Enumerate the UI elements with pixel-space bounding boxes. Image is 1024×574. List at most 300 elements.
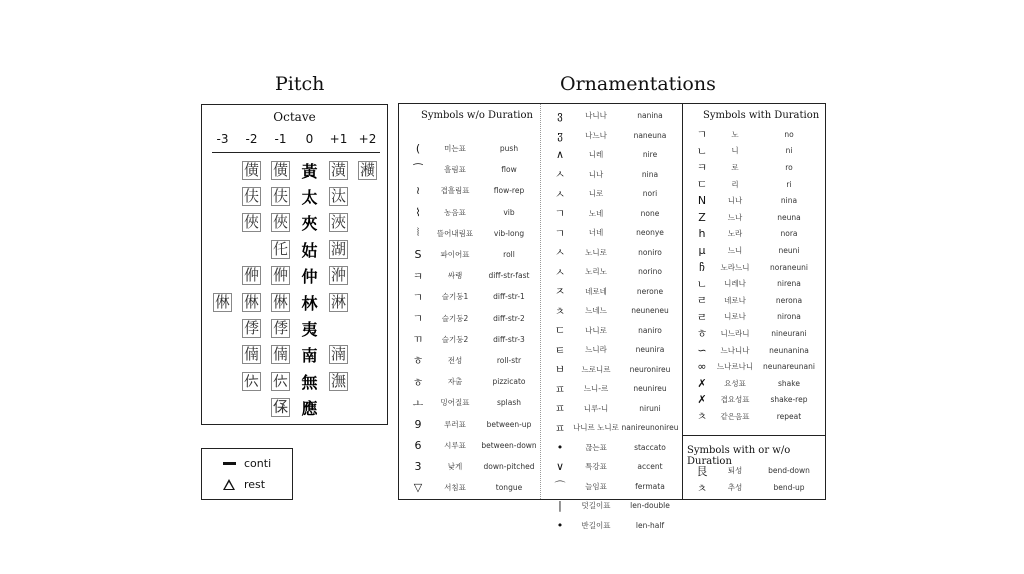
symbol-glyph: ㄲ: [412, 333, 424, 347]
octave-divider: [212, 152, 380, 153]
pitch-cell: [295, 396, 324, 420]
pitch-cell: [353, 317, 382, 341]
pitch-cell: [237, 290, 266, 314]
pitch-cell: [237, 396, 266, 420]
pitch-cell: [295, 369, 324, 393]
symbol-korean-name: 니루-니: [583, 403, 609, 413]
symbol-row: [691, 325, 821, 342]
pitch-cell: [295, 290, 324, 314]
symbol-row: [549, 204, 679, 224]
octave-label: 0: [305, 132, 314, 146]
symbol-glyph: ㄱ: [412, 290, 424, 304]
pitch-character: 潢: [330, 160, 346, 179]
pitch-row: [208, 183, 382, 209]
symbol-row: [549, 399, 679, 419]
pitch-row: [208, 368, 382, 394]
symbol-roman-name: shake: [778, 378, 800, 388]
pitch-cell: [237, 264, 266, 288]
symbol-glyph: ㅂ: [554, 363, 566, 377]
symbol-roman-name: neunireu: [633, 384, 667, 394]
symbol-korean-name: 노네: [588, 208, 604, 218]
symbol-row: [407, 180, 537, 201]
symbol-glyph: ✗: [697, 376, 707, 390]
symbol-korean-name: 노라느니: [720, 262, 750, 272]
symbol-glyph: ∞: [697, 360, 707, 374]
dash-icon: [223, 462, 236, 465]
symbol-korean-name: 미는표: [444, 144, 466, 154]
symbol-roman-name: staccato: [634, 442, 666, 452]
symbol-glyph: ㄱ: [412, 312, 424, 326]
symbol-korean-name: 뜰어내림표: [436, 228, 474, 238]
pitch-cell: [353, 185, 382, 209]
symbol-korean-name: 추성: [727, 483, 743, 492]
symbol-korean-name: 자출: [447, 377, 463, 387]
symbol-korean-name: 느나니나: [720, 345, 750, 355]
symbol-row: [549, 360, 679, 380]
symbol-roman-name: ri: [786, 179, 792, 189]
symbol-row: [407, 138, 537, 159]
symbol-korean-name: 반길이표: [581, 520, 611, 530]
symbol-roman-name: down-pitched: [483, 461, 535, 471]
pitch-character: 㳞: [330, 266, 346, 285]
pitch-cell: [324, 211, 353, 235]
symbol-korean-name: 노라: [727, 229, 743, 239]
symbol-roman-name: nerone: [636, 286, 664, 296]
symbol-roman-name: bend-down: [768, 466, 810, 475]
pitch-character: 姑: [301, 240, 318, 260]
symbol-glyph: ㅈ: [554, 285, 566, 299]
ornamentations-table: [398, 103, 826, 532]
pitch-character: 㑧: [243, 319, 259, 338]
symbol-korean-name: 슬기둥2: [441, 313, 469, 323]
symbol-roman-name: diff-str-1: [493, 292, 525, 302]
symbol-roman-name: nori: [642, 189, 658, 199]
symbol-row: [549, 457, 679, 477]
symbol-roman-name: repeat: [776, 411, 802, 421]
symbols-with-duration-list: [691, 126, 821, 425]
symbol-glyph: ㄱ: [554, 207, 566, 221]
symbol-korean-name: 퇴성: [727, 466, 743, 475]
symbol-roman-name: len-double: [630, 501, 670, 511]
symbol-glyph: ㄷ: [696, 178, 708, 192]
symbol-row: [549, 106, 679, 126]
pitch-character: 㑖: [272, 266, 288, 285]
symbol-glyph: ㅋ: [696, 161, 708, 175]
symbol-row: [407, 308, 537, 329]
pitch-cell: [353, 158, 382, 182]
symbol-korean-name: 겹흘림표: [440, 186, 470, 196]
symbol-row: [549, 126, 679, 146]
symbol-row: [691, 242, 821, 259]
symbol-korean-name: 늘임표: [585, 481, 607, 491]
pitch-character: 潕: [330, 371, 346, 390]
symbol-korean-name: 니로: [588, 189, 604, 199]
pitch-row: [208, 210, 382, 236]
symbol-row: [691, 209, 821, 226]
symbol-roman-name: pizzicato: [492, 377, 526, 387]
symbol-glyph: •: [556, 518, 564, 532]
symbol-glyph: ⌒: [554, 480, 566, 494]
symbol-row: [407, 286, 537, 307]
symbol-roman-name: shake-rep: [770, 395, 808, 405]
symbol-row: [691, 226, 821, 243]
symbol-roman-name: roll: [503, 250, 515, 260]
symbol-roman-name: between-down: [481, 440, 537, 450]
symbols-middle-list: [549, 106, 679, 535]
symbol-roman-name: push: [499, 144, 519, 154]
symbol-korean-name: 끊는표: [585, 442, 607, 452]
symbol-roman-name: diff-str-2: [493, 313, 525, 323]
pitch-cell: [237, 158, 266, 182]
symbol-glyph: ∨: [555, 460, 565, 474]
pitch-cell: [295, 158, 324, 182]
symbol-row: [549, 243, 679, 263]
symbol-korean-name: 니느라니: [720, 328, 750, 338]
symbol-roman-name: naneuna: [633, 130, 667, 140]
symbol-roman-name: flow: [501, 165, 517, 175]
pitch-character: 無: [301, 372, 318, 392]
symbol-roman-name: neunareunani: [763, 362, 815, 372]
symbol-korean-name: 노: [731, 129, 739, 139]
symbol-glyph: ㅎ: [412, 354, 424, 368]
symbol-glyph: ⦚: [416, 226, 420, 240]
symbol-glyph: ㅊ: [696, 410, 708, 424]
symbol-glyph: ㅎ: [412, 375, 424, 389]
symbol-roman-name: niruni: [639, 403, 661, 413]
symbol-row: [549, 418, 679, 438]
symbol-glyph: 9: [414, 417, 422, 431]
symbol-roman-name: vib: [503, 207, 515, 217]
symbol-korean-name: 슬기둥2: [441, 334, 469, 344]
pitch-cell: [266, 396, 295, 420]
symbol-roman-name: neuni: [778, 245, 800, 255]
symbol-roman-name: ni: [785, 146, 793, 156]
symbol-row: [549, 516, 679, 536]
symbol-row: [549, 184, 679, 204]
symbol-glyph: 6: [414, 438, 422, 452]
symbol-roman-name: neonye: [636, 228, 664, 238]
legend-item-conti: [220, 457, 271, 470]
pitch-character: 夾: [301, 214, 318, 234]
symbol-korean-name: 서침표: [444, 483, 466, 493]
symbol-glyph: ㅎ: [696, 327, 708, 341]
symbol-glyph: ㄹ: [696, 310, 708, 324]
symbol-glyph: ㅗ: [412, 396, 424, 410]
symbol-row: [691, 408, 821, 425]
symbol-row: [407, 329, 537, 350]
symbol-glyph: S: [414, 248, 422, 262]
symbol-korean-name: 느로니르: [581, 364, 611, 374]
legend-item-rest: [220, 478, 265, 491]
symbol-korean-name: 노리노: [585, 267, 607, 277]
symbol-glyph: 3: [414, 459, 422, 473]
column-divider: [682, 104, 683, 499]
symbol-korean-name: 밍어질표: [440, 398, 470, 408]
symbol-korean-name: 느나: [727, 212, 743, 222]
symbol-korean-name: 느나르나니: [716, 362, 754, 372]
pitch-character: 黃: [301, 161, 318, 181]
symbol-roman-name: fermata: [635, 481, 665, 491]
symbol-row: [549, 223, 679, 243]
pitch-character: 𠆾: [243, 371, 259, 390]
symbol-roman-name: neunira: [635, 345, 665, 355]
pitch-cell: [237, 317, 266, 341]
pitch-cell: [295, 237, 324, 261]
symbol-row: [407, 371, 537, 392]
symbol-korean-name: 니나: [588, 169, 604, 179]
pitch-character: 㑣: [272, 292, 288, 311]
legend: [201, 448, 293, 500]
symbol-korean-name: 느니-르: [583, 384, 609, 394]
symbol-korean-name: 네로네: [585, 286, 607, 296]
symbol-row: [549, 379, 679, 399]
pitch-character: 浹: [330, 213, 346, 232]
symbol-korean-name: 노니로: [585, 247, 607, 257]
symbol-roman-name: neunanina: [769, 345, 809, 355]
pitch-cell: [208, 343, 237, 367]
symbol-glyph: μ: [698, 243, 706, 257]
pitch-character: 𠆾: [272, 371, 288, 390]
pitch-cell: [237, 185, 266, 209]
section-title-with-or-without-duration: Symbols with or w/o Duration: [687, 445, 791, 467]
symbol-glyph: ∧: [555, 148, 565, 162]
pitch-character: 𠈃: [272, 398, 288, 417]
symbol-row: [691, 358, 821, 375]
pitch-character: 俠: [243, 213, 259, 232]
symbol-korean-name: 로: [731, 162, 739, 172]
symbol-roman-name: nina: [780, 196, 798, 206]
pitch-cell: [295, 343, 324, 367]
symbol-roman-name: nina: [641, 169, 659, 179]
symbol-glyph: (: [415, 142, 421, 156]
symbol-glyph: ㅅ: [554, 265, 566, 279]
symbol-glyph: ⁀: [413, 163, 423, 177]
pitch-cell: [324, 317, 353, 341]
symbol-glyph: ㅋ: [412, 269, 424, 283]
symbol-row: [407, 202, 537, 223]
pitch-heading: Pitch: [275, 73, 325, 95]
symbol-row: [691, 342, 821, 359]
pitch-cell: [353, 264, 382, 288]
symbol-roman-name: neuneneu: [631, 306, 669, 316]
pitch-cell: [208, 290, 237, 314]
symbol-glyph: Z: [698, 210, 706, 224]
symbol-row: [407, 392, 537, 413]
symbol-glyph: ㅊ: [696, 481, 708, 495]
symbol-row: [691, 375, 821, 392]
symbol-korean-name: 특강표: [585, 462, 607, 472]
pitch-character: 湳: [330, 345, 346, 364]
symbol-glyph: ㅍ: [554, 402, 566, 416]
symbol-korean-name: 루러표: [444, 419, 466, 429]
symbol-row: [691, 126, 821, 143]
symbol-glyph: ㅅ: [554, 187, 566, 201]
pitch-cell: [208, 185, 237, 209]
symbol-roman-name: nanina: [637, 111, 663, 121]
symbol-row: [407, 159, 537, 180]
symbol-row: [691, 143, 821, 160]
symbol-row: [407, 413, 537, 434]
pitch-row: [208, 263, 382, 289]
pitch-cell: [266, 211, 295, 235]
symbol-korean-name: 너네: [588, 228, 604, 238]
pitch-cell: [353, 396, 382, 420]
symbol-korean-name: 싸랭: [447, 271, 463, 281]
pitch-character: 夷: [301, 320, 318, 340]
symbol-glyph: |: [558, 499, 562, 513]
symbol-roman-name: between-up: [486, 419, 532, 429]
symbol-roman-name: none: [640, 208, 660, 218]
triangle-icon: [223, 479, 235, 490]
symbol-row: [407, 456, 537, 477]
symbol-roman-name: tongue: [495, 483, 523, 493]
pitch-grid: [208, 157, 382, 421]
symbol-korean-name: 리: [731, 179, 739, 189]
symbol-row: [691, 292, 821, 309]
symbol-row: [407, 223, 537, 244]
symbol-roman-name: norino: [638, 267, 662, 277]
symbol-glyph: ჩ: [699, 260, 705, 274]
symbol-glyph: ㅌ: [554, 343, 566, 357]
pitch-cell: [266, 290, 295, 314]
symbol-korean-name: 슬기둥1: [441, 292, 469, 302]
octave-title: Octave: [273, 110, 316, 124]
symbol-glyph: ㄱ: [696, 128, 708, 142]
symbol-korean-name: 겹요성표: [720, 395, 750, 405]
pitch-cell: [324, 185, 353, 209]
symbol-row: [549, 145, 679, 165]
symbol-roman-name: splash: [496, 398, 521, 408]
section-title-with-duration: Symbols with Duration: [703, 110, 820, 121]
pitch-character: 㑣: [243, 292, 259, 311]
symbol-roman-name: len-half: [635, 520, 665, 530]
section-title-without-duration: Symbols w/o Duration: [421, 110, 533, 121]
pitch-character: 南: [301, 346, 318, 366]
symbol-roman-name: bend-up: [773, 483, 805, 492]
symbol-korean-name: 니레나: [724, 279, 746, 289]
symbols-without-duration-list: [407, 138, 537, 498]
pitch-cell: [208, 317, 237, 341]
symbol-roman-name: noraneuni: [770, 262, 808, 272]
pitch-cell: [208, 211, 237, 235]
legend-label-rest: rest: [244, 478, 266, 491]
pitch-cell: [208, 396, 237, 420]
symbol-glyph: ㅍ: [554, 382, 566, 396]
symbol-korean-name: 농음표: [444, 207, 466, 217]
symbol-korean-name: 나니르 노니로: [573, 423, 619, 433]
symbol-glyph: 艮: [696, 464, 708, 478]
pitch-cell: [324, 264, 353, 288]
symbol-korean-name: 시루표: [444, 440, 466, 450]
symbol-glyph: •: [556, 440, 564, 454]
symbol-row: [691, 479, 821, 496]
pitch-cell: [324, 343, 353, 367]
pitch-cell: [353, 369, 382, 393]
pitch-row: [208, 342, 382, 368]
pitch-cell: [266, 237, 295, 261]
symbol-glyph: ㅍ: [554, 421, 566, 435]
symbol-glyph: N: [697, 194, 707, 208]
octave-label: +1: [329, 132, 348, 146]
legend-label-conti: conti: [244, 457, 272, 470]
pitch-character: 湖: [330, 239, 346, 258]
symbol-roman-name: flow-rep: [493, 186, 525, 196]
pitch-cell: [324, 396, 353, 420]
pitch-cell: [324, 158, 353, 182]
symbol-roman-name: roll-str: [496, 355, 522, 365]
symbol-row: [549, 438, 679, 458]
symbol-row: [407, 435, 537, 456]
symbol-row: [549, 165, 679, 185]
symbol-korean-name: 니로나: [724, 312, 746, 322]
pitch-character: 伕: [272, 187, 288, 206]
symbol-glyph: ✗: [697, 393, 707, 407]
pitch-cell: [324, 369, 353, 393]
pitch-cell: [237, 343, 266, 367]
column-divider: [540, 104, 541, 499]
symbols-either-duration-list: [691, 462, 821, 496]
symbol-row: [549, 301, 679, 321]
octave-label: -1: [274, 132, 287, 146]
pitch-character: 林: [301, 293, 318, 313]
pitch-table: [201, 104, 388, 425]
symbol-korean-name: 덧길이표: [581, 501, 611, 511]
symbol-korean-name: 전성: [447, 355, 463, 365]
pitch-cell: [353, 211, 382, 235]
pitch-cell: [324, 237, 353, 261]
symbol-row: [691, 392, 821, 409]
octave-header-row: [208, 132, 383, 146]
symbol-row: [691, 176, 821, 193]
symbol-glyph: h: [698, 227, 706, 241]
pitch-character: 㑣: [214, 292, 230, 311]
symbol-korean-name: 파이어표: [440, 250, 470, 260]
octave-label: +2: [358, 132, 377, 146]
symbol-glyph: ㄷ: [554, 324, 566, 338]
symbol-roman-name: nineurani: [771, 328, 807, 338]
symbol-korean-name: 니나: [727, 196, 743, 206]
pitch-cell: [295, 211, 324, 235]
pitch-character: 㑲: [243, 345, 259, 364]
pitch-cell: [266, 158, 295, 182]
pitch-cell: [237, 211, 266, 235]
octave-label: -3: [216, 132, 229, 146]
symbol-korean-name: 니레: [588, 150, 604, 160]
pitch-character: 汰: [330, 187, 346, 206]
pitch-character: 㑧: [272, 319, 288, 338]
symbol-row: [691, 309, 821, 326]
symbol-roman-name: vib-long: [493, 228, 525, 238]
symbol-korean-name: 요성표: [724, 378, 746, 388]
symbol-row: [407, 265, 537, 286]
symbol-roman-name: nanireunonireu: [621, 423, 679, 433]
pitch-row: [208, 289, 382, 315]
pitch-cell: [295, 185, 324, 209]
pitch-cell: [295, 264, 324, 288]
symbol-glyph: ▽: [413, 481, 423, 495]
symbol-korean-name: 흘림표: [444, 165, 466, 175]
symbol-korean-name: 니: [731, 146, 739, 156]
symbol-roman-name: ro: [785, 162, 793, 172]
symbol-roman-name: nerona: [775, 295, 803, 305]
pitch-cell: [266, 264, 295, 288]
symbol-roman-name: naniro: [638, 325, 662, 335]
symbol-korean-name: 낮게: [447, 461, 463, 471]
symbol-glyph: ㄴ: [696, 144, 708, 158]
pitch-cell: [266, 185, 295, 209]
symbol-glyph: ㅅ: [554, 168, 566, 182]
symbol-roman-name: nire: [642, 150, 658, 160]
